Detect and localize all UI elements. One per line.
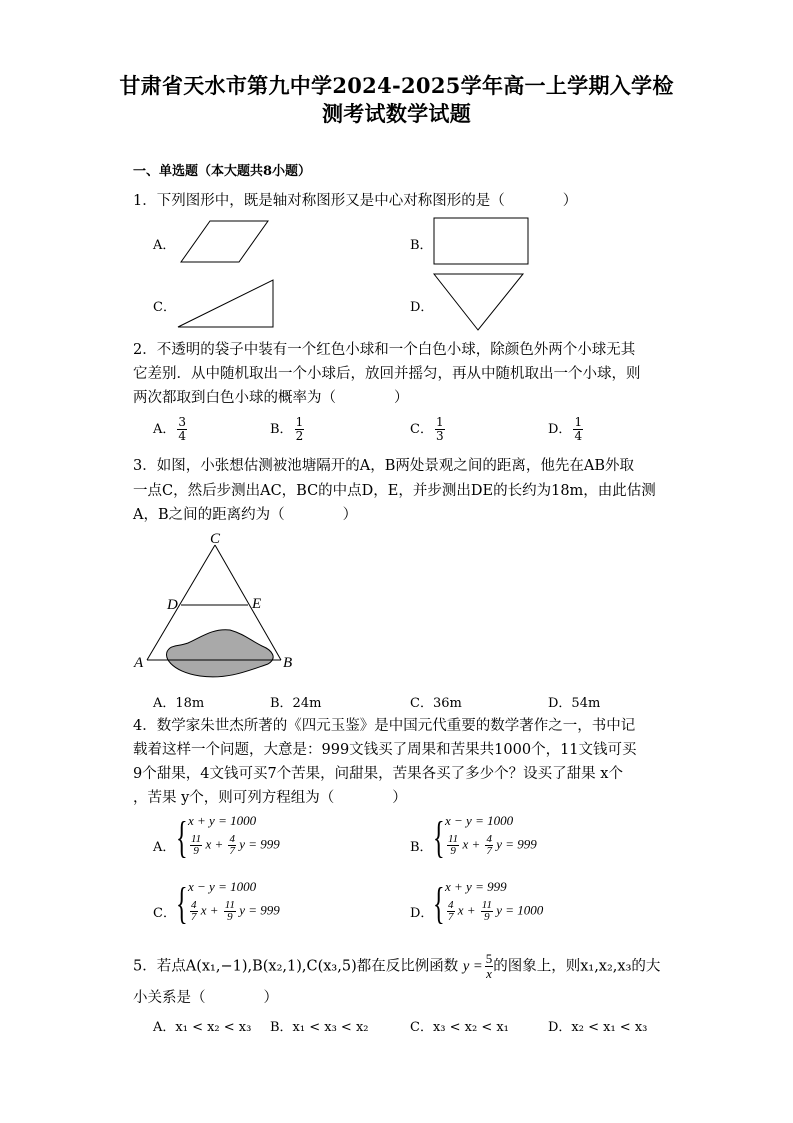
q3-label-d: D bbox=[167, 597, 178, 613]
q3-stem-line2: 一点C，然后步测出AC，BC的中点D，E，并步测出DE的长约为18m，由此估测 bbox=[133, 483, 656, 499]
q1-option-c-label: C． bbox=[153, 300, 176, 315]
q4-option-b-system: { x − y = 1000 $\frac{11}{9}$ x + $\frac{4}{7}$ y = 999 bbox=[433, 813, 537, 862]
q4-option-a-system: { x + y = 1000 $\frac{11}{9}$ x + $\frac{4}{7}$ y = 999 bbox=[176, 813, 280, 862]
q4-stem-line1: 4．数学家朱世杰所著的《四元玉鉴》是中国元代重要的数学著作之一，书中记 bbox=[133, 718, 636, 734]
q5-stem-line1 bbox=[133, 952, 660, 981]
q5-function-y: y = bbox=[462, 958, 483, 975]
q5-option-a: A．x₁ < x₂ < x₃ bbox=[153, 1020, 252, 1035]
q2-option-b-label: B． bbox=[270, 422, 293, 437]
q2-option-c-fraction: $\frac{1}{3}$ bbox=[435, 415, 444, 443]
q2-option-d-label: D． bbox=[548, 422, 572, 437]
q5-option-b: B．x₁ < x₃ < x₂ bbox=[270, 1020, 369, 1035]
q5-stem-post: 的图象上，则x₁,x₂,x₃的大 bbox=[493, 958, 661, 975]
document-title-line2: 测考试数学试题 bbox=[321, 101, 472, 126]
q3-label-e: E bbox=[252, 596, 262, 612]
q4-option-a-label: A． bbox=[153, 840, 176, 855]
q3-stem-line1: 3．如图，小张想估测被池塘隔开的A，B两处景观之间的距离，他先在AB外取 bbox=[133, 458, 634, 474]
q2-option-a-label: A． bbox=[153, 422, 176, 437]
q4-stem-line2: 载着这样一个问题，大意是：999文钱买了周果和苦果共1000个，11文钱可买 bbox=[133, 742, 637, 758]
q4-option-d-label: D． bbox=[410, 906, 434, 921]
q3-pond-shape bbox=[167, 630, 274, 677]
q3-option-d: D．54m bbox=[548, 696, 601, 711]
q2-option-d-fraction: $\frac{1}{4}$ bbox=[574, 415, 583, 443]
q2-option-b-fraction: $\frac{1}{2}$ bbox=[295, 415, 304, 443]
q5-option-d: D．x₂ < x₁ < x₃ bbox=[548, 1020, 648, 1035]
q1-option-d-label: D． bbox=[410, 300, 434, 315]
q4-stem-line3: 9个甜果，4文钱可买7个苦果，问甜果，苦果各买了多少个？设买了甜果 x个 bbox=[133, 766, 623, 782]
q5-function-fraction: $\frac{5}{x}$ bbox=[485, 951, 493, 981]
q3-option-a: A．18m bbox=[153, 696, 205, 711]
q3-label-c: C bbox=[210, 531, 221, 547]
q2-stem-line2: 它差别．从中随机取出一个小球后，放回并摇匀，再从中随机取出一个小球，则 bbox=[133, 366, 641, 382]
q5-stem-pre: 5．若点A(x₁,−1),B(x₂,1),C(x₃,5)都在反比例函数 bbox=[133, 958, 459, 975]
q5-stem-line2: 小关系是（ ） bbox=[133, 990, 278, 1006]
q1-stem: 1．下列图形中，既是轴对称图形又是中心对称图形的是（ ） bbox=[133, 193, 578, 209]
document-title-line1: 甘肃省天水市第九中学2024-2025学年高一上学期入学检 bbox=[119, 73, 674, 98]
q3-stem-line3: A，B之间的距离约为（ ） bbox=[133, 507, 358, 523]
q4-stem-line4: ，苦果 y个，则可列方程组为（ ） bbox=[133, 790, 407, 806]
q1-option-b-label: B． bbox=[410, 238, 433, 253]
q4-option-d-system: { x + y = 999 $\frac{4}{7}$ x + $\frac{11}{9}$ y = 1000 bbox=[433, 879, 544, 928]
q4-option-b-label: B． bbox=[410, 840, 433, 855]
q4-option-c-system: { x − y = 1000 $\frac{4}{7}$ x + $\frac{11}{9}$ y = 999 bbox=[176, 879, 280, 928]
q1-option-a-label: A． bbox=[153, 238, 176, 253]
q2-stem-line3: 两次都取到白色小球的概率为（ ） bbox=[133, 390, 409, 406]
q2-stem-line1: 2．不透明的袋子中装有一个红色小球和一个白色小球，除颜色外两个小球无其 bbox=[133, 342, 636, 358]
section-header: 一、单选题（本大题共8小题） bbox=[133, 164, 312, 179]
q3-label-b: B bbox=[283, 655, 293, 671]
q3-label-a: A bbox=[134, 655, 144, 671]
q4-option-c-label: C． bbox=[153, 906, 176, 921]
q3-option-b: B．24m bbox=[270, 696, 322, 711]
q3-option-c: C．36m bbox=[410, 696, 462, 711]
q2-option-a-fraction: $\frac{3}{4}$ bbox=[178, 415, 187, 443]
q2-option-c-label: C． bbox=[410, 422, 433, 437]
q5-option-c: C．x₃ < x₂ < x₁ bbox=[410, 1020, 509, 1035]
